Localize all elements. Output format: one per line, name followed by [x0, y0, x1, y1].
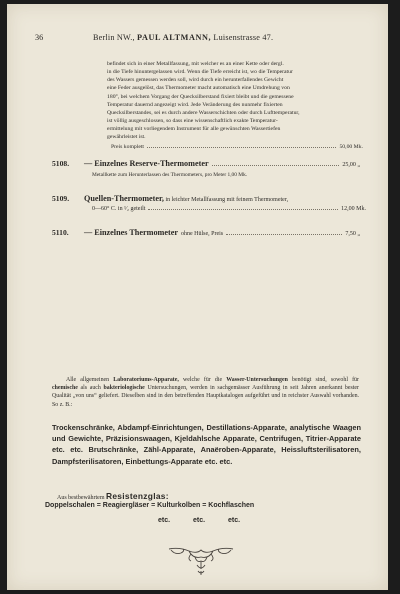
- intro-line: 180°, bei welchem Vorgang der Quecksilberstand fixiert bleibt und die gemessene: [107, 93, 294, 100]
- lab-text: benötigt sind, sowohl für: [292, 377, 359, 383]
- glass-item: Kochflaschen: [208, 502, 255, 509]
- item-price: 12,00 Mk.: [341, 206, 366, 212]
- intro-line: ermittelung mit vorliegendem Instrument für alle gewünschten Wassertiefen: [107, 126, 281, 133]
- glass-item: Reagiergläser: [102, 502, 150, 509]
- apparatus-list: Trockenschränke, Abdampf-Einrichtungen, Destillations-Apparate, analytische Waagen und Gewichte, Präzisionswaagen, Kjeldahlsche Apparate, Centrifugen, Titrier-Apparate etc. etc. Brutschränke, Zähl-Apparate, Anaëroben-Apparate, Heissluftsterilisatoren, Dampfsterilisatoren, Einbettungs-Apparate etc. etc.: [52, 423, 361, 466]
- lab-bold: Laboratoriums-Apparate,: [113, 377, 179, 383]
- item-number: 5110.: [52, 228, 69, 237]
- item-body: [84, 159, 366, 178]
- intro-line: ist völlig ausgeschlossen, so dass eine wissenschaftlich exakte Temperatur-: [107, 118, 278, 125]
- item-title: Quellen-Thermometer,: [84, 194, 164, 203]
- laboratory-paragraph: [52, 376, 359, 409]
- lab-text: als auch: [80, 385, 101, 392]
- header-city: Berlin NW.,: [93, 33, 135, 42]
- glass-title: Resistenzglas:: [106, 491, 169, 501]
- intro-price: 50,00 Mk.: [339, 143, 363, 150]
- glass-item: Kulturkolben: [157, 502, 201, 509]
- item-body: [84, 228, 366, 237]
- intro-line: gewährleistet ist.: [107, 134, 146, 141]
- lab-text: welche für die: [183, 377, 223, 383]
- leader-dots: [148, 204, 338, 210]
- glass-separator: =: [96, 502, 101, 509]
- leader-dots: [226, 229, 342, 235]
- catalog-page: [7, 4, 388, 590]
- header-address: Luisenstrasse 47.: [213, 33, 274, 42]
- lab-bold: chemische: [52, 385, 78, 392]
- etc-label: etc.: [193, 517, 206, 524]
- leader-dots: [147, 142, 336, 148]
- item-5110: [52, 228, 366, 240]
- resistance-glass-heading: [52, 491, 366, 501]
- item-number: 5108.: [52, 159, 70, 168]
- item-description: ohne Hülse, Preis: [180, 231, 224, 237]
- lab-text: Alle allgemeinen: [66, 377, 110, 383]
- leader-dots: [212, 160, 340, 166]
- item-row: [84, 194, 366, 203]
- item-row-2: [84, 204, 366, 212]
- lab-text: Untersuchungen, werden in sachgemässer Ausführung in seit Jahren anerkannt bester Qualität „von uns“ geliefert. Dieselben sind in den betreffenden Hauptkatalogen aufgeführt und in reichster Auswahl vorhanden. So z. B.:: [52, 385, 359, 408]
- item-title: — Einzelnes Thermometer: [84, 228, 178, 237]
- header-company: PAUL ALTMANN,: [136, 33, 212, 42]
- header-title: [93, 33, 273, 42]
- page-number: 36: [35, 33, 44, 42]
- item-title: — Einzelnes Reserve-Thermometer: [84, 159, 209, 168]
- decorative-ornament: [167, 545, 235, 577]
- glass-items: [45, 502, 254, 509]
- item-row: [84, 159, 360, 168]
- item-row: [84, 228, 360, 237]
- intro-line: in die Tiefe hinuntergelassen wird. Wenn die Tiefe erreicht ist, wo die Temperatur: [107, 69, 293, 76]
- intro-price-row: [107, 142, 363, 151]
- intro-description: [107, 60, 363, 151]
- glass-separator: =: [202, 502, 207, 509]
- item-body: [84, 194, 366, 212]
- intro-line: befindet sich in einer Metallfassung, mit welcher es an einer Kette oder dergl.: [107, 61, 284, 67]
- intro-line: Temperatur dauernd angezeigt wird. Jede Veränderung des nunmehr fixierten: [107, 101, 283, 108]
- lab-bold: Wasser-Untersuchungen: [226, 377, 288, 383]
- item-price: 25,00 „: [342, 162, 360, 168]
- intro-line: des Wassers gemessen werden soll, wird durch ein herunterfallendes Gewicht: [107, 77, 284, 84]
- glass-item: Doppelschalen: [45, 502, 95, 509]
- intro-line: eine Feder ausgelöst, das Thermometer macht automatisch eine Umdrehung von: [107, 85, 290, 92]
- item-range: 0—60° C. in ¹⁄₂ geteilt: [92, 206, 146, 212]
- item-price: 7,50 „: [345, 231, 360, 237]
- item-5109: [52, 194, 366, 218]
- item-number: 5109.: [52, 194, 70, 203]
- glass-separator: =: [151, 502, 156, 509]
- item-description: in leichter Metallfassung mit feinem Thermometer,: [165, 197, 289, 203]
- etc-label: etc.: [228, 517, 241, 524]
- glass-intro: Aus bestbewährtem: [57, 495, 105, 501]
- lab-bold: bakteriologische: [103, 385, 145, 392]
- item-note: Metallkette zum Herunterlassen des Thermometers, pro Meter 1,00 Mk.: [92, 172, 248, 178]
- etc-label: etc.: [158, 517, 171, 524]
- intro-line: Quecksilberstandes, sei es durch andere Wasserschichten oder durch Lufttemperatur,: [107, 109, 300, 116]
- page-header: [35, 33, 353, 45]
- intro-price-label: Preis komplett: [111, 143, 145, 150]
- item-5108: [52, 159, 366, 185]
